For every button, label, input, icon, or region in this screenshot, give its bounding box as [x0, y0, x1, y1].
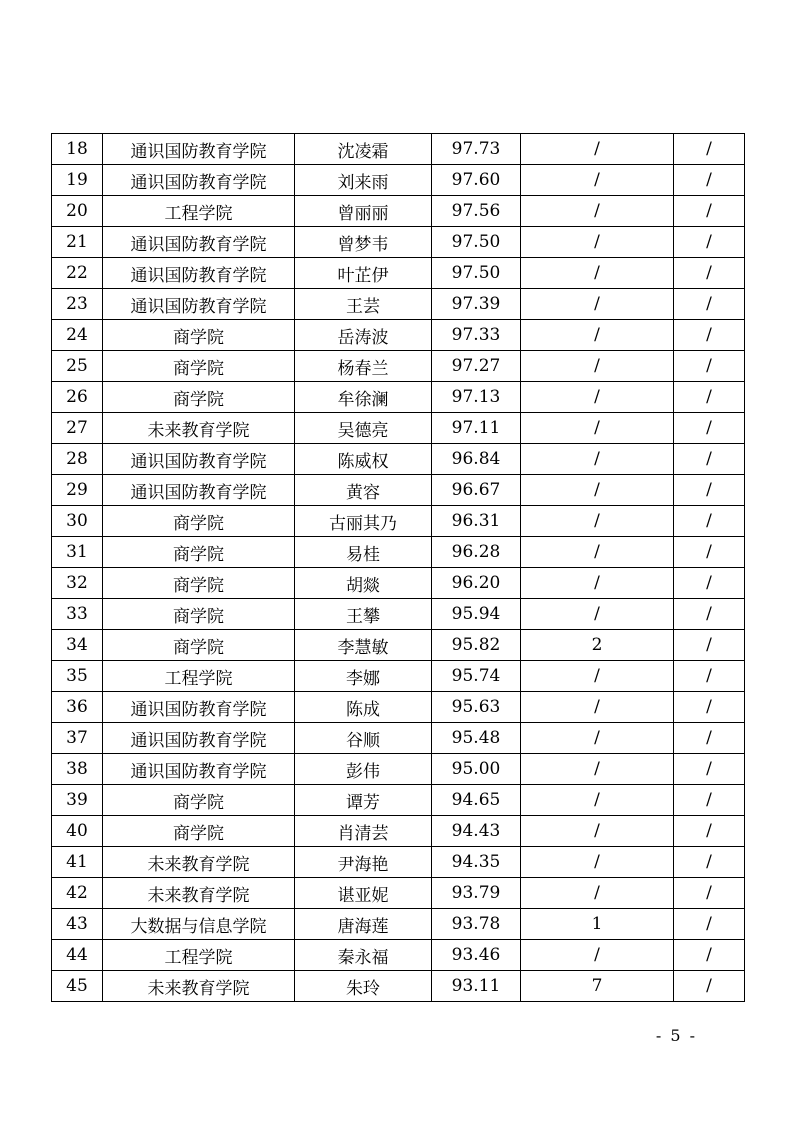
column6-cell: /: [674, 475, 745, 506]
column6-cell: /: [674, 940, 745, 971]
column6-cell: /: [674, 847, 745, 878]
column5-cell: /: [521, 723, 674, 754]
name-cell: 杨春兰: [295, 351, 432, 382]
table-row: [52, 940, 745, 971]
table-row: [52, 723, 745, 754]
row-number-cell: 26: [52, 382, 103, 413]
score-cell: 95.94: [432, 599, 521, 630]
column5-cell: /: [521, 320, 674, 351]
column5-cell: /: [521, 847, 674, 878]
score-cell: 93.79: [432, 878, 521, 909]
row-number-cell: 41: [52, 847, 103, 878]
name-cell: 谭芳: [295, 785, 432, 816]
column5-cell: /: [521, 599, 674, 630]
column5-cell: /: [521, 196, 674, 227]
column5-cell: /: [521, 661, 674, 692]
name-cell: 王芸: [295, 289, 432, 320]
table-row: [52, 227, 745, 258]
table-row: [52, 351, 745, 382]
row-number-cell: 34: [52, 630, 103, 661]
score-cell: 97.50: [432, 227, 521, 258]
college-cell: 通识国防教育学院: [103, 227, 295, 258]
score-cell: 95.82: [432, 630, 521, 661]
name-cell: 牟徐澜: [295, 382, 432, 413]
score-cell: 97.33: [432, 320, 521, 351]
table-row: [52, 785, 745, 816]
name-cell: 秦永福: [295, 940, 432, 971]
column5-cell: /: [521, 258, 674, 289]
column6-cell: /: [674, 506, 745, 537]
college-cell: 商学院: [103, 351, 295, 382]
college-cell: 通识国防教育学院: [103, 475, 295, 506]
college-cell: 未来教育学院: [103, 413, 295, 444]
name-cell: 曾梦韦: [295, 227, 432, 258]
row-number-cell: 27: [52, 413, 103, 444]
column5-cell: /: [521, 444, 674, 475]
row-number-cell: 21: [52, 227, 103, 258]
page-number: - 5 -: [655, 1026, 697, 1045]
row-number-cell: 39: [52, 785, 103, 816]
table-body: [52, 134, 745, 1002]
column6-cell: /: [674, 351, 745, 382]
name-cell: 曾丽丽: [295, 196, 432, 227]
score-cell: 96.20: [432, 568, 521, 599]
row-number-cell: 31: [52, 537, 103, 568]
college-cell: 未来教育学院: [103, 971, 295, 1002]
score-cell: 97.13: [432, 382, 521, 413]
score-cell: 95.00: [432, 754, 521, 785]
name-cell: 黄容: [295, 475, 432, 506]
name-cell: 彭伟: [295, 754, 432, 785]
college-cell: 通识国防教育学院: [103, 444, 295, 475]
name-cell: 肖清芸: [295, 816, 432, 847]
college-cell: 商学院: [103, 506, 295, 537]
college-cell: 大数据与信息学院: [103, 909, 295, 940]
score-cell: 93.78: [432, 909, 521, 940]
college-cell: 通识国防教育学院: [103, 134, 295, 165]
column6-cell: /: [674, 537, 745, 568]
table-row: [52, 196, 745, 227]
row-number-cell: 42: [52, 878, 103, 909]
row-number-cell: 22: [52, 258, 103, 289]
data-table: [51, 133, 745, 1002]
row-number-cell: 19: [52, 165, 103, 196]
table-row: [52, 971, 745, 1002]
row-number-cell: 45: [52, 971, 103, 1002]
name-cell: 陈威权: [295, 444, 432, 475]
column5-cell: /: [521, 227, 674, 258]
table-row: [52, 382, 745, 413]
column6-cell: /: [674, 196, 745, 227]
college-cell: 通识国防教育学院: [103, 692, 295, 723]
score-cell: 96.31: [432, 506, 521, 537]
column6-cell: /: [674, 785, 745, 816]
table-row: [52, 692, 745, 723]
name-cell: 叶芷伊: [295, 258, 432, 289]
college-cell: 通识国防教育学院: [103, 289, 295, 320]
name-cell: 吴德亮: [295, 413, 432, 444]
column6-cell: /: [674, 258, 745, 289]
score-cell: 96.67: [432, 475, 521, 506]
column5-cell: /: [521, 785, 674, 816]
column6-cell: /: [674, 692, 745, 723]
table-row: [52, 599, 745, 630]
name-cell: 沈凌霜: [295, 134, 432, 165]
table-row: [52, 506, 745, 537]
column6-cell: /: [674, 816, 745, 847]
column6-cell: /: [674, 971, 745, 1002]
college-cell: 通识国防教育学院: [103, 165, 295, 196]
row-number-cell: 36: [52, 692, 103, 723]
column6-cell: /: [674, 227, 745, 258]
college-cell: 商学院: [103, 320, 295, 351]
column5-cell: /: [521, 289, 674, 320]
row-number-cell: 32: [52, 568, 103, 599]
column6-cell: /: [674, 878, 745, 909]
column6-cell: /: [674, 909, 745, 940]
table-row: [52, 568, 745, 599]
score-cell: 97.73: [432, 134, 521, 165]
score-cell: 93.46: [432, 940, 521, 971]
score-cell: 97.27: [432, 351, 521, 382]
column6-cell: /: [674, 630, 745, 661]
column6-cell: /: [674, 444, 745, 475]
score-cell: 94.35: [432, 847, 521, 878]
college-cell: 商学院: [103, 785, 295, 816]
name-cell: 朱玲: [295, 971, 432, 1002]
name-cell: 李慧敏: [295, 630, 432, 661]
name-cell: 易桂: [295, 537, 432, 568]
name-cell: 岳涛波: [295, 320, 432, 351]
table-row: [52, 754, 745, 785]
table-row: [52, 878, 745, 909]
name-cell: 李娜: [295, 661, 432, 692]
column5-cell: /: [521, 568, 674, 599]
column5-cell: /: [521, 816, 674, 847]
name-cell: 胡燚: [295, 568, 432, 599]
column5-cell: 2: [521, 630, 674, 661]
column6-cell: /: [674, 134, 745, 165]
table-row: [52, 258, 745, 289]
score-cell: 97.56: [432, 196, 521, 227]
score-cell: 96.28: [432, 537, 521, 568]
row-number-cell: 38: [52, 754, 103, 785]
score-cell: 93.11: [432, 971, 521, 1002]
column5-cell: /: [521, 134, 674, 165]
row-number-cell: 23: [52, 289, 103, 320]
column6-cell: /: [674, 599, 745, 630]
row-number-cell: 35: [52, 661, 103, 692]
name-cell: 古丽其乃: [295, 506, 432, 537]
row-number-cell: 43: [52, 909, 103, 940]
score-cell: 97.60: [432, 165, 521, 196]
name-cell: 尹海艳: [295, 847, 432, 878]
table-row: [52, 413, 745, 444]
college-cell: 工程学院: [103, 940, 295, 971]
row-number-cell: 18: [52, 134, 103, 165]
column5-cell: /: [521, 692, 674, 723]
college-cell: 通识国防教育学院: [103, 754, 295, 785]
score-cell: 95.74: [432, 661, 521, 692]
column5-cell: 1: [521, 909, 674, 940]
column5-cell: /: [521, 165, 674, 196]
column5-cell: /: [521, 878, 674, 909]
score-cell: 95.63: [432, 692, 521, 723]
column6-cell: /: [674, 723, 745, 754]
college-cell: 商学院: [103, 630, 295, 661]
column5-cell: /: [521, 382, 674, 413]
column6-cell: /: [674, 754, 745, 785]
score-cell: 97.39: [432, 289, 521, 320]
table-row: [52, 320, 745, 351]
table-row: [52, 289, 745, 320]
row-number-cell: 40: [52, 816, 103, 847]
name-cell: 唐海莲: [295, 909, 432, 940]
college-cell: 未来教育学院: [103, 878, 295, 909]
row-number-cell: 37: [52, 723, 103, 754]
column5-cell: /: [521, 754, 674, 785]
score-cell: 95.48: [432, 723, 521, 754]
score-cell: 94.43: [432, 816, 521, 847]
row-number-cell: 20: [52, 196, 103, 227]
column5-cell: /: [521, 351, 674, 382]
column5-cell: 7: [521, 971, 674, 1002]
table-row: [52, 816, 745, 847]
college-cell: 工程学院: [103, 196, 295, 227]
column5-cell: /: [521, 475, 674, 506]
column6-cell: /: [674, 165, 745, 196]
score-cell: 97.11: [432, 413, 521, 444]
table-row: [52, 165, 745, 196]
column5-cell: /: [521, 506, 674, 537]
score-cell: 94.65: [432, 785, 521, 816]
college-cell: 未来教育学院: [103, 847, 295, 878]
score-cell: 96.84: [432, 444, 521, 475]
table-row: [52, 661, 745, 692]
row-number-cell: 25: [52, 351, 103, 382]
column6-cell: /: [674, 289, 745, 320]
college-cell: 工程学院: [103, 661, 295, 692]
college-cell: 通识国防教育学院: [103, 723, 295, 754]
name-cell: 王攀: [295, 599, 432, 630]
row-number-cell: 44: [52, 940, 103, 971]
table-row: [52, 630, 745, 661]
table-row: [52, 444, 745, 475]
row-number-cell: 33: [52, 599, 103, 630]
row-number-cell: 28: [52, 444, 103, 475]
table-row: [52, 475, 745, 506]
row-number-cell: 24: [52, 320, 103, 351]
row-number-cell: 30: [52, 506, 103, 537]
column6-cell: /: [674, 413, 745, 444]
college-cell: 商学院: [103, 599, 295, 630]
table-row: [52, 847, 745, 878]
row-number-cell: 29: [52, 475, 103, 506]
column6-cell: /: [674, 661, 745, 692]
name-cell: 谷顺: [295, 723, 432, 754]
score-cell: 97.50: [432, 258, 521, 289]
column5-cell: /: [521, 537, 674, 568]
table-row: [52, 537, 745, 568]
table-row: [52, 909, 745, 940]
college-cell: 商学院: [103, 382, 295, 413]
column6-cell: /: [674, 320, 745, 351]
college-cell: 商学院: [103, 568, 295, 599]
column5-cell: /: [521, 413, 674, 444]
column5-cell: /: [521, 940, 674, 971]
name-cell: 谌亚妮: [295, 878, 432, 909]
college-cell: 通识国防教育学院: [103, 258, 295, 289]
column6-cell: /: [674, 568, 745, 599]
name-cell: 陈成: [295, 692, 432, 723]
column6-cell: /: [674, 382, 745, 413]
college-cell: 商学院: [103, 816, 295, 847]
college-cell: 商学院: [103, 537, 295, 568]
table-row: [52, 134, 745, 165]
name-cell: 刘来雨: [295, 165, 432, 196]
